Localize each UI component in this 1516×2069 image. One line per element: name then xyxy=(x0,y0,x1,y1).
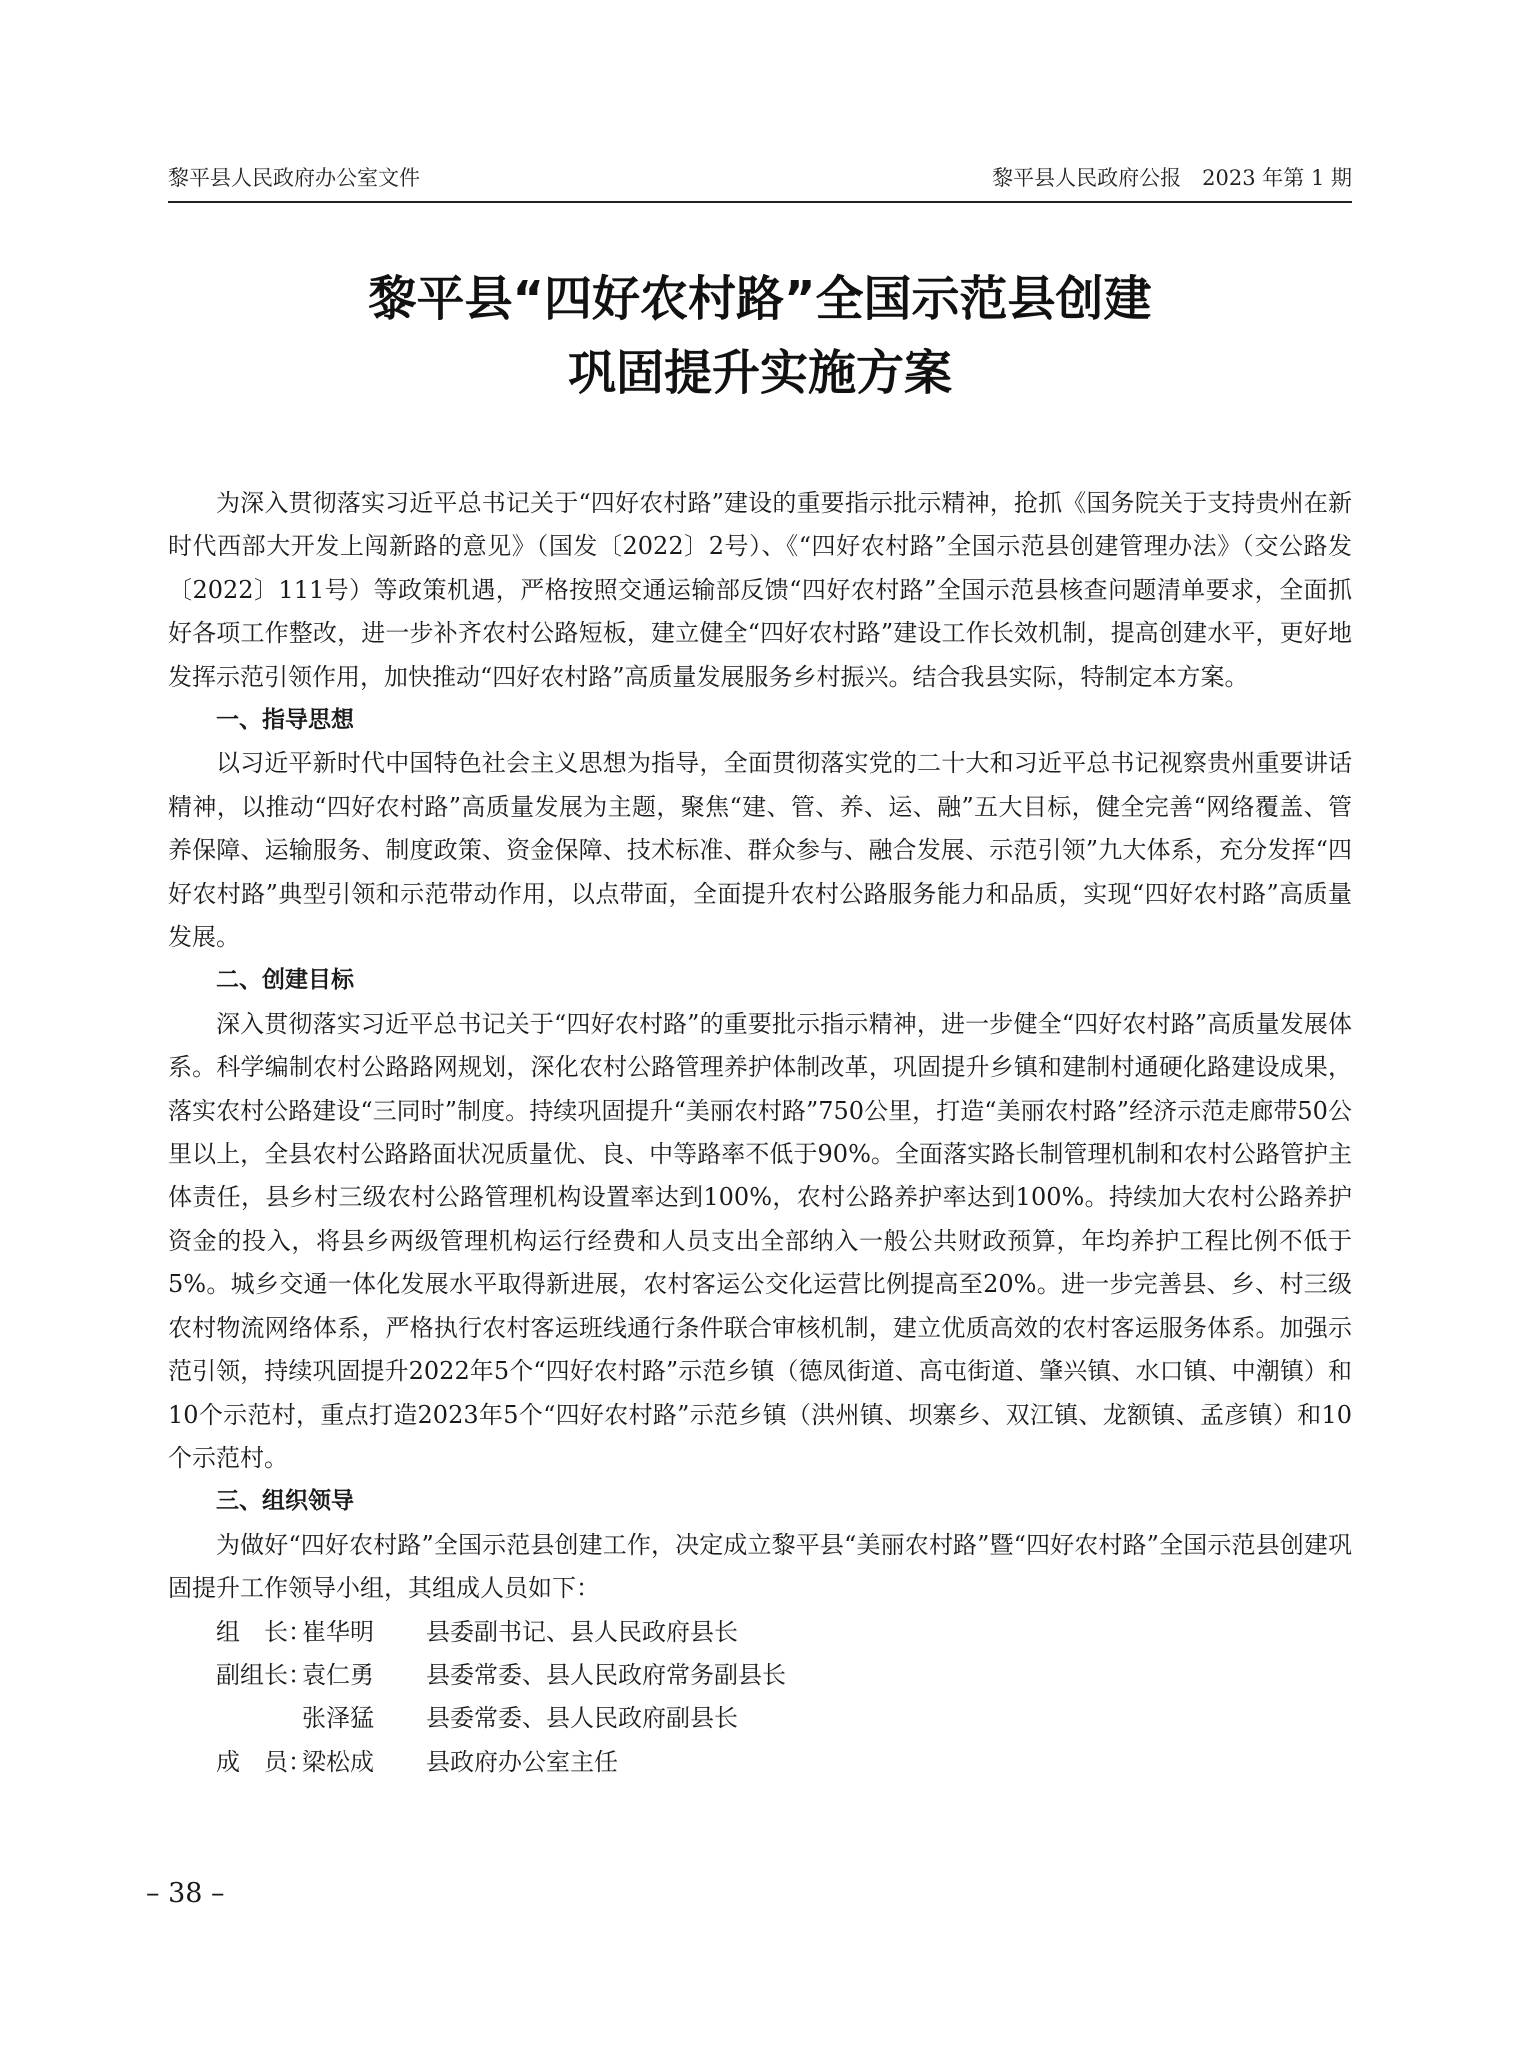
member-row xyxy=(168,1697,1352,1740)
member-role: 组 长： xyxy=(216,1617,312,1646)
member-position: 县委常委、县人民政府常务副县长 xyxy=(426,1660,786,1689)
title-line-1: 黎平县“四好农村路”全国示范县创建 xyxy=(368,271,1152,327)
member-name: 梁松成 xyxy=(302,1747,374,1776)
document-body xyxy=(168,482,1352,1784)
header-issuer: 黎平县人民政府办公室文件 xyxy=(168,166,420,190)
document-title xyxy=(168,262,1352,410)
section-paragraph-leadership: 为做好“四好农村路”全国示范县创建工作，决定成立黎平县“美丽农村路”暨“四好农村路”全国示范县创建巩固提升工作领导小组，其组成人员如下： xyxy=(168,1530,1352,1603)
running-header xyxy=(168,158,1352,198)
member-row xyxy=(168,1611,1352,1654)
header-publication: 黎平县人民政府公报 2023 年第 1 期 xyxy=(992,166,1352,190)
member-name: 崔华明 xyxy=(302,1617,374,1646)
page-number: – 38 – xyxy=(146,1878,225,1909)
member-role: 副组长： xyxy=(216,1660,312,1689)
member-row xyxy=(168,1654,1352,1697)
title-line-2: 巩固提升实施方案 xyxy=(567,345,952,401)
section-paragraph-goals: 深入贯彻落实习近平总书记关于“四好农村路”的重要批示指示精神，进一步健全“四好农村路”高质量发展体系。科学编制农村公路路网规划，深化农村公路管理养护体制改革，巩固提升乡镇和建制村通硬化路建设成果，落实农村公路建设“三同时”制度。持续巩固提升“美丽农村路”750公里，打造“美丽农村路”经济示范走廊带50公里以上，全县农村公路路面状况质量优、良、中等路率不低于90%。全面落实路长制管理机制和农村公路管护主体责任，县乡村三级农村公路管理机构设置率达到100%，农村公路养护率达到100%。持续加大农村公路养护资金的投入，将县乡两级管理机构运行经费和人员支出全部纳入一般公共财政预算，年均养护工程比例不低于5%。城乡交通一体化发展水平取得新进展，农村客运公交化运营比例提高至20%。进一步完善县、乡、村三级农村物流网络体系，严格执行农村客运班线通行条件联合审核机制，建立优质高效的农村客运服务体系。加强示范引领，持续巩固提升2022年5个“四好农村路”示范乡镇（德凤街道、高屯街道、肇兴镇、水口镇、中潮镇）和10个示范村，重点打造2023年5个“四好农村路”示范乡镇（洪州镇、坝寨乡、双江镇、龙额镇、孟彦镇）和10个示范村。 xyxy=(168,1009,1352,1472)
member-role: 成 员： xyxy=(216,1747,312,1776)
member-position: 县委副书记、县人民政府县长 xyxy=(426,1617,738,1646)
member-position: 县政府办公室主任 xyxy=(426,1747,618,1776)
section-heading-goals: 二、创建目标 xyxy=(216,967,354,994)
member-position: 县委常委、县人民政府副县长 xyxy=(426,1704,738,1733)
member-name: 袁仁勇 xyxy=(302,1660,374,1689)
member-name: 张泽猛 xyxy=(302,1704,374,1733)
section-heading-leadership: 三、组织领导 xyxy=(216,1488,354,1515)
section-paragraph-guiding-ideology: 以习近平新时代中国特色社会主义思想为指导，全面贯彻落实党的二十大和习近平总书记视察贵州重要讲话精神，以推动“四好农村路”高质量发展为主题，聚焦“建、管、养、运、融”五大目标，健全完善“网络覆盖、管养保障、运输服务、制度政策、资金保障、技术标准、群众参与、融合发展、示范引领”九大体系，充分发挥“四好农村路”典型引领和示范带动作用，以点带面，全面提升农村公路服务能力和品质，实现“四好农村路”高质量发展。 xyxy=(168,749,1352,952)
header-divider xyxy=(168,201,1352,203)
section-heading-guiding-ideology: 一、指导思想 xyxy=(216,707,354,734)
intro-paragraph: 为深入贯彻落实习近平总书记关于“四好农村路”建设的重要指示批示精神，抢抓《国务院关于支持贵州在新时代西部大开发上闯新路的意见》（国发〔2022〕2号）、《“四好农村路”全国示范县创建管理办法》（交公路发〔2022〕111号）等政策机遇，严格按照交通运输部反馈“四好农村路”全国示范县核查问题清单要求，全面抓好各项工作整改，进一步补齐农村公路短板，建立健全“四好农村路”建设工作长效机制，提高创建水平，更好地发挥示范引领作用，加快推动“四好农村路”高质量发展服务乡村振兴。结合我县实际，特制定本方案。 xyxy=(168,489,1352,691)
member-row xyxy=(168,1741,1352,1784)
